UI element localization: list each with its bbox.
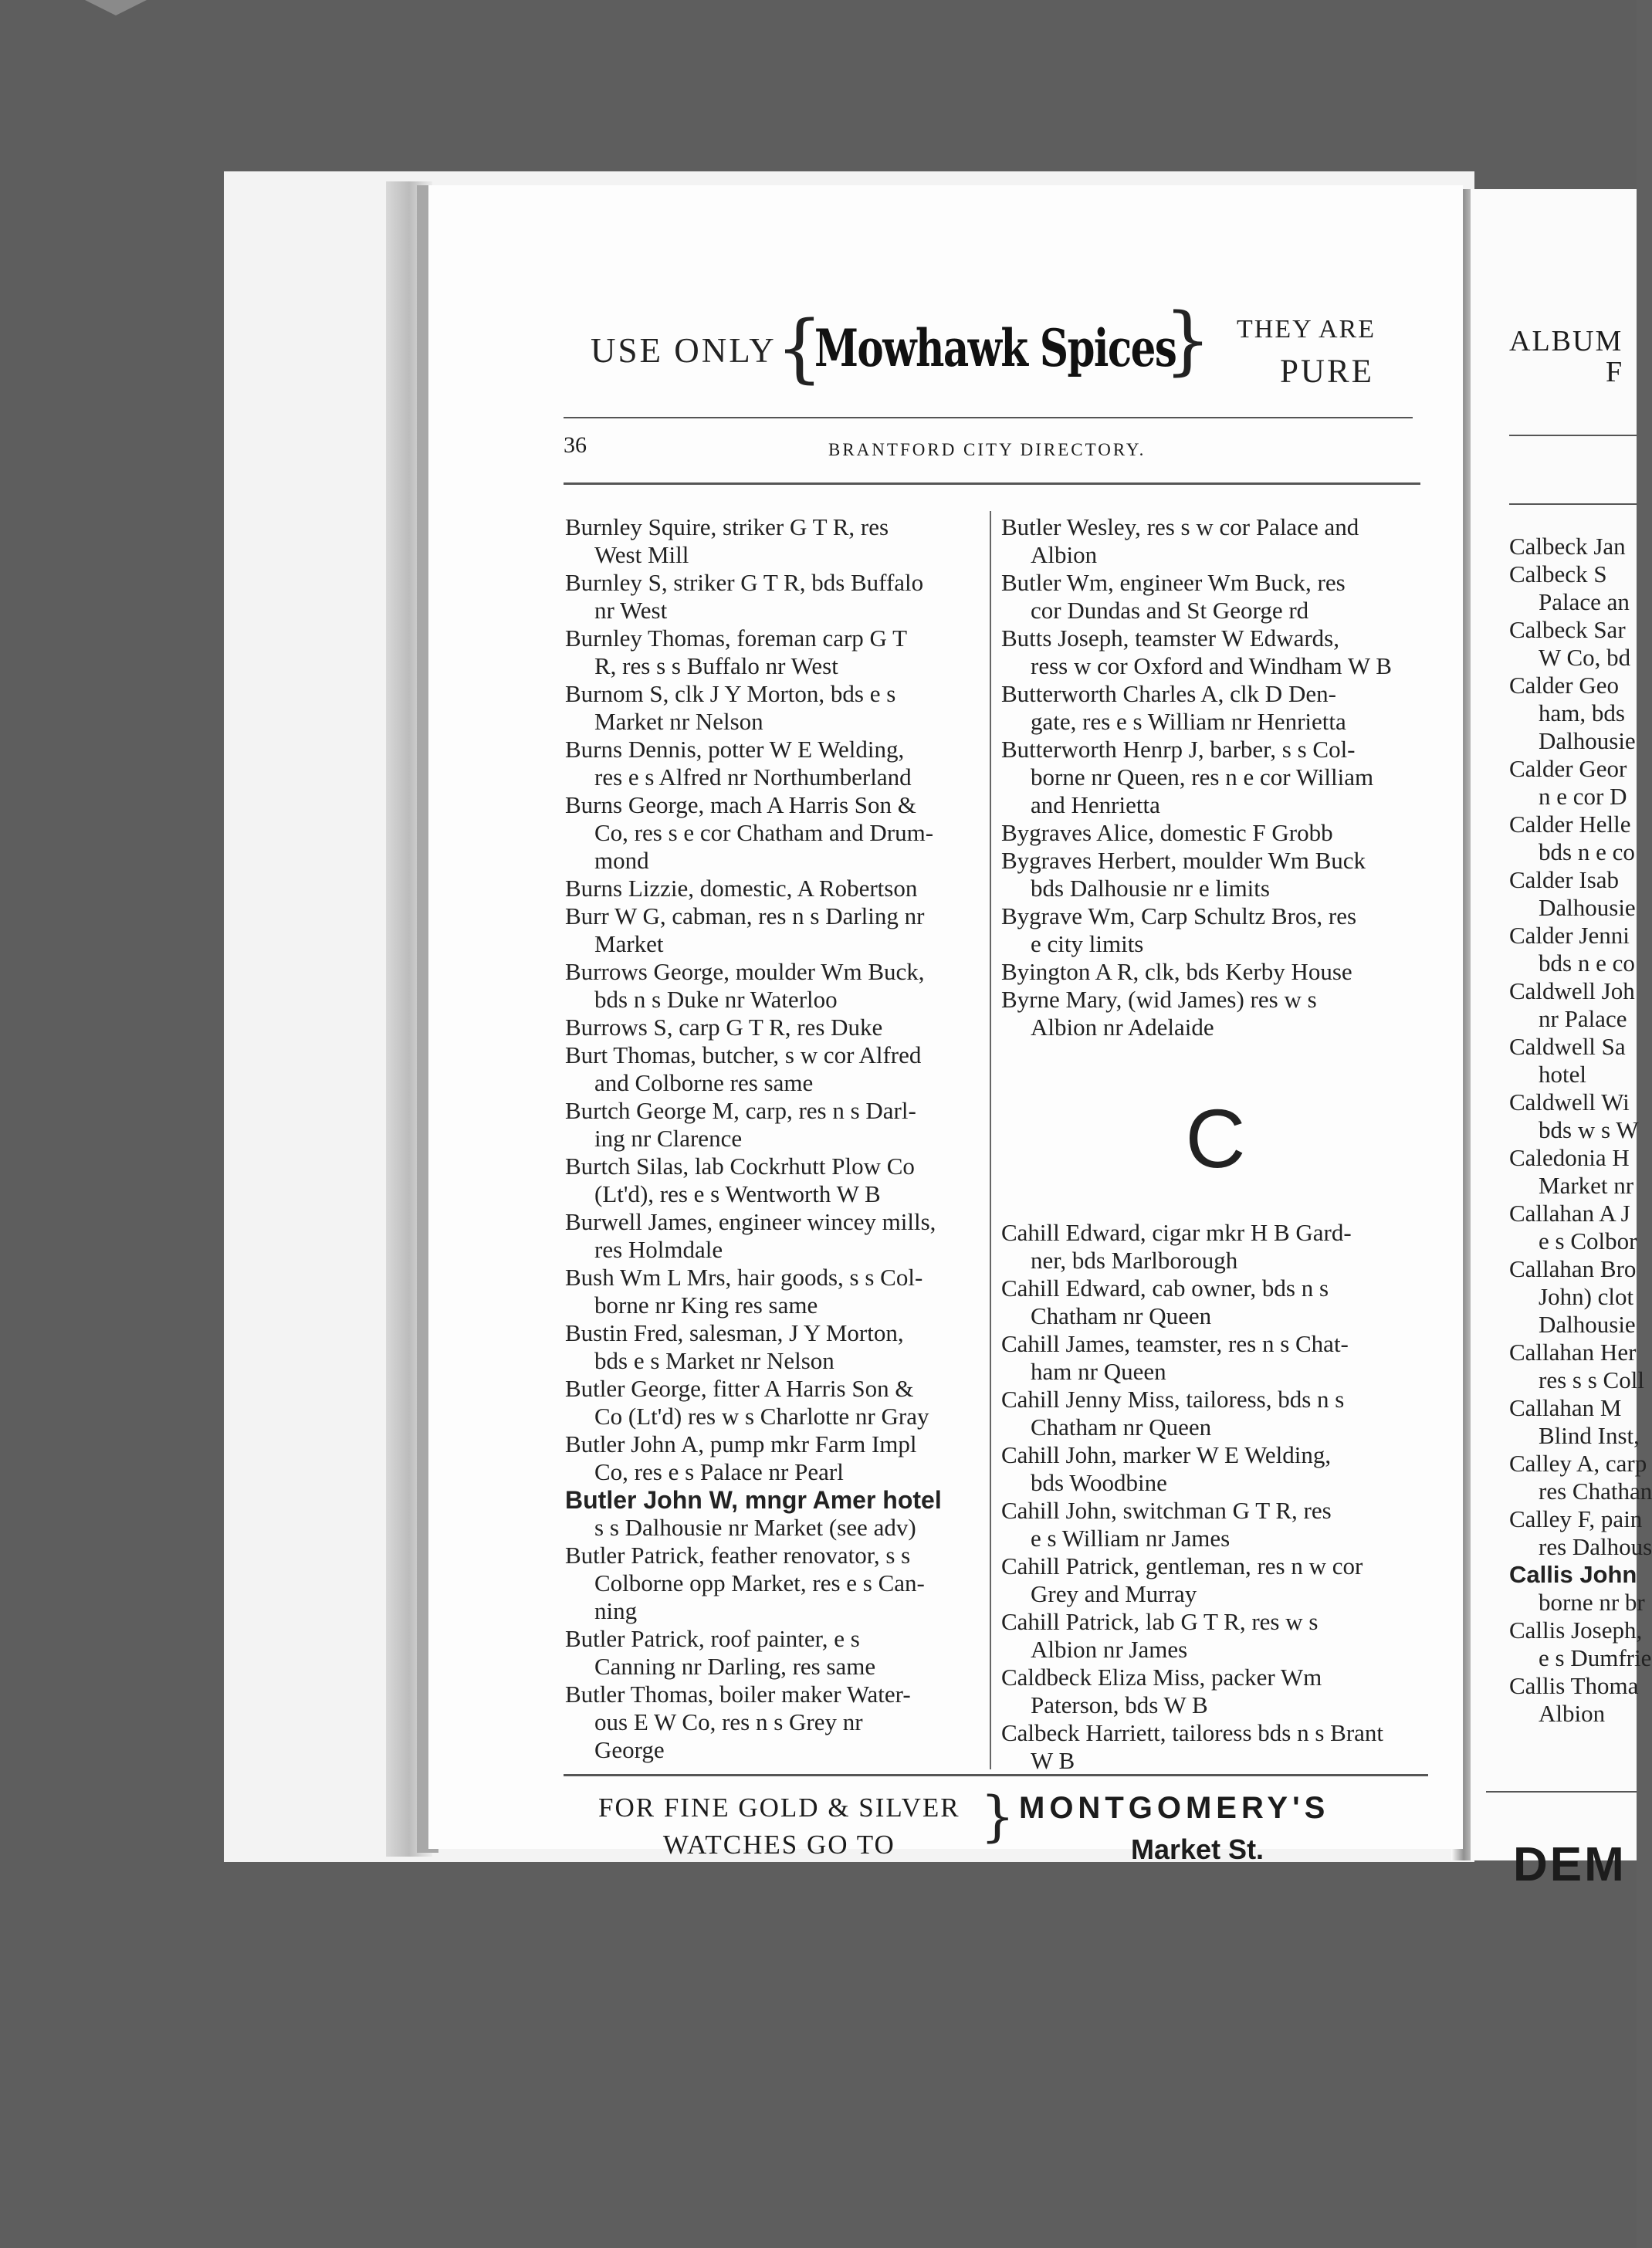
directory-entry	[1509, 811, 1652, 866]
entry-continuation-line: Co (Lt'd) res w s Charlotte nr Gray	[594, 1403, 929, 1430]
directory-entry	[1001, 1330, 1430, 1386]
entry-name-line: Burr W G, cabman, res n s Darling nr	[565, 902, 925, 929]
entry-name-line: Callahan Her	[1509, 1339, 1637, 1366]
entry-name-line: Burns Lizzie, domestic, A Robertson	[565, 875, 918, 902]
directory-title: BRANTFORD CITY DIRECTORY.	[828, 440, 1146, 459]
entry-name-line: Callahan Bro	[1509, 1255, 1637, 1282]
entry-continuation-line: res s s Coll	[1539, 1366, 1644, 1393]
entry-continuation-line: bds n s Duke nr Waterloo	[594, 986, 838, 1013]
entry-continuation-line: Albion	[1031, 541, 1098, 568]
entry-continuation-line: and Henrietta	[1031, 791, 1160, 818]
entry-continuation-line: and Colborne res same	[594, 1069, 814, 1096]
entry-name-line: Butler Wesley, res s w cor Palace and	[1001, 513, 1359, 540]
section-letter: C	[1185, 1092, 1246, 1185]
entry-name-line: Calbeck Sar	[1509, 616, 1626, 643]
directory-entry	[1509, 1339, 1652, 1394]
entry-name-line: Calder Geo	[1509, 672, 1620, 699]
entry-name-line: Calder Isab	[1509, 866, 1620, 893]
entry-continuation-line: Colborne opp Market, res e s Can-	[594, 1569, 925, 1596]
entry-continuation-line: e s William nr James	[1031, 1525, 1231, 1552]
entry-name-line: Bush Wm L Mrs, hair goods, s s Col-	[565, 1264, 923, 1291]
entry-name-line: Burrows S, carp G T R, res Duke	[565, 1014, 883, 1041]
entry-name-line: Cahill Edward, cigar mkr H B Gard-	[1001, 1219, 1352, 1246]
entry-continuation-line: W Co, bd	[1539, 644, 1631, 671]
entry-continuation-line: ner, bds Marlborough	[1031, 1247, 1238, 1274]
footer-ad-text	[598, 1789, 960, 1864]
entry-name-line: Burns George, mach A Harris Son &	[565, 791, 916, 818]
directory-entry	[1001, 625, 1430, 680]
directory-entry	[1001, 1386, 1430, 1441]
entry-continuation-line: s s Dalhousie nr Market (see adv)	[594, 1514, 916, 1541]
entry-name-line: Cahill Jenny Miss, tailoress, bds n s	[1001, 1386, 1345, 1413]
header-left-brace-icon: {	[776, 305, 824, 391]
directory-entry	[565, 875, 986, 902]
entry-continuation-line: Albion	[1539, 1700, 1606, 1727]
directory-entry	[1001, 819, 1430, 847]
header-pure: PURE	[1280, 354, 1374, 390]
footer-ad-line1: FOR FINE GOLD & SILVER	[598, 1793, 960, 1823]
entry-continuation-line: hotel	[1539, 1061, 1586, 1088]
directory-entry	[565, 1319, 986, 1375]
entry-name-line: Calbeck Jan	[1509, 533, 1626, 560]
entry-continuation-line: res Dalhous	[1539, 1533, 1652, 1560]
directory-entry	[1509, 977, 1652, 1033]
directory-entry	[1509, 1672, 1652, 1728]
directory-entry	[1001, 1497, 1430, 1552]
entry-continuation-line: Dalhousie	[1539, 727, 1636, 754]
directory-entry	[565, 1625, 986, 1681]
footer-brace-icon: }	[980, 1785, 1015, 1848]
entry-continuation-line: Co, res e s Palace nr Pearl	[594, 1458, 844, 1485]
entry-continuation-line: cor Dundas and St George rd	[1031, 597, 1309, 624]
entry-continuation-line: Paterson, bds W B	[1031, 1691, 1208, 1718]
directory-entry	[1001, 736, 1430, 819]
column-divider	[990, 511, 991, 1769]
entry-continuation-line: Chatham nr Queen	[1031, 1302, 1212, 1329]
right-page-header-1: ALBUM	[1509, 325, 1623, 357]
entry-name-line: Callis Thoma	[1509, 1672, 1639, 1699]
entry-name-line: Byrne Mary, (wid James) res w s	[1001, 986, 1317, 1013]
entry-continuation-line: e city limits	[1031, 930, 1144, 957]
entry-continuation-line: ning	[594, 1597, 638, 1624]
footer-ad-line2: WATCHES GO TO	[662, 1830, 895, 1860]
entry-name-line: Callahan M	[1509, 1394, 1622, 1421]
directory-entry	[1001, 680, 1430, 736]
header-use-only: USE ONLY	[591, 331, 777, 370]
entry-name-line: Caldwell Sa	[1509, 1033, 1626, 1060]
directory-entry	[1001, 1441, 1430, 1497]
directory-entry	[565, 1097, 986, 1153]
entry-name-line: Burwell James, engineer wincey mills,	[565, 1208, 936, 1235]
entry-continuation-line: Grey and Murray	[1031, 1580, 1197, 1607]
directory-entry	[565, 1486, 986, 1542]
entry-name-line: Calbeck S	[1509, 560, 1607, 587]
entry-name-line: Caldwell Joh	[1509, 977, 1635, 1004]
directory-entry	[1509, 560, 1652, 616]
entry-name-line: Calbeck Harriett, tailoress bds n s Brant	[1001, 1719, 1384, 1746]
right-page-footer-rule	[1486, 1791, 1637, 1793]
entry-name-line: Cahill Patrick, lab G T R, res w s	[1001, 1608, 1319, 1635]
entry-continuation-line: res Holmdale	[594, 1236, 723, 1263]
entry-continuation-line: ham nr Queen	[1031, 1358, 1166, 1385]
entry-name-line: Burnom S, clk J Y Morton, bds e s	[565, 680, 896, 707]
entry-continuation-line: e s Dumfrie	[1539, 1644, 1652, 1671]
directory-entry	[1001, 1552, 1430, 1608]
entry-continuation-line: John) clot	[1539, 1283, 1634, 1310]
entry-continuation-line: Dalhousie	[1539, 894, 1636, 921]
entry-name-line: Calley F, pain	[1509, 1505, 1643, 1532]
entry-continuation-line: res Chathan	[1539, 1478, 1652, 1505]
directory-entry	[1509, 672, 1652, 755]
entry-continuation-line: borne nr Queen, res n e cor William	[1031, 763, 1374, 791]
entry-continuation-line: mond	[594, 847, 649, 874]
entry-continuation-line: Canning nr Darling, res same	[594, 1653, 876, 1680]
directory-column-right	[1001, 513, 1430, 1775]
entry-continuation-line: bds n e co	[1539, 838, 1635, 865]
entry-name-line: Butler George, fitter A Harris Son &	[565, 1375, 914, 1402]
directory-entry	[1001, 1608, 1430, 1664]
entry-continuation-line: Blind Inst,	[1539, 1422, 1640, 1449]
entry-name-line: Calder Geor	[1509, 755, 1627, 782]
entry-name-line: Butler Patrick, roof painter, e s	[565, 1625, 860, 1652]
entry-name-line: Burns Dennis, potter W E Welding,	[565, 736, 905, 763]
entry-continuation-line: West Mill	[594, 541, 689, 568]
right-page-footer: DEM	[1513, 1838, 1627, 1891]
directory-entry	[565, 1041, 986, 1097]
entry-name-line: Butts Joseph, teamster W Edwards,	[1001, 625, 1339, 652]
directory-entry	[1509, 1450, 1652, 1505]
directory-entry	[565, 1681, 986, 1764]
entry-name-line: Bustin Fred, salesman, J Y Morton,	[565, 1319, 904, 1346]
entry-continuation-line: gate, res e s William nr Henrietta	[1031, 708, 1346, 735]
directory-entry	[1001, 986, 1430, 1041]
directory-entry	[1509, 1088, 1652, 1144]
entry-name-line: Cahill John, marker W E Welding,	[1001, 1441, 1332, 1468]
entry-name-line: Callis John	[1509, 1561, 1637, 1588]
entry-continuation-line: ress w cor Oxford and Windham W B	[1031, 652, 1392, 679]
header-rule	[564, 417, 1413, 418]
entry-continuation-line: ing nr Clarence	[594, 1125, 743, 1152]
entry-name-line: Cahill James, teamster, res n s Chat-	[1001, 1330, 1349, 1357]
entry-continuation-line: bds n e co	[1539, 950, 1635, 977]
entry-continuation-line: ham, bds	[1539, 699, 1625, 726]
header-brand: Mowhawk Spices	[814, 318, 1176, 378]
entry-continuation-line: (Lt'd), res e s Wentworth W B	[594, 1180, 881, 1207]
entry-continuation-line: Co, res s e cor Chatham and Drum-	[594, 819, 934, 846]
directory-entry	[1001, 902, 1430, 958]
right-page-rule-2	[1509, 503, 1637, 505]
directory-entry	[565, 1208, 986, 1264]
page-number: 36	[564, 432, 587, 458]
directory-entry	[1509, 533, 1652, 560]
entry-name-line: Cahill John, switchman G T R, res	[1001, 1497, 1332, 1524]
directory-entry	[565, 736, 986, 791]
entry-continuation-line: Palace an	[1539, 588, 1630, 615]
entry-name-line: Callis Joseph,	[1509, 1617, 1643, 1644]
directory-entry	[1509, 1200, 1652, 1255]
entry-name-line: Butterworth Henrp J, barber, s s Col-	[1001, 736, 1356, 763]
entry-name-line: Calder Helle	[1509, 811, 1631, 838]
footer-brand: MONTGOMERY'S	[1019, 1791, 1330, 1825]
directory-entry	[565, 513, 986, 569]
entry-continuation-line: nr West	[594, 597, 668, 624]
entry-continuation-line: bds Dalhousie nr e limits	[1031, 875, 1270, 902]
entry-continuation-line: Chatham nr Queen	[1031, 1413, 1212, 1441]
directory-entry	[1509, 1561, 1652, 1617]
directory-entry	[1509, 1394, 1652, 1450]
entry-continuation-line: R, res s s Buffalo nr West	[594, 652, 838, 679]
directory-entry	[565, 1542, 986, 1625]
directory-entry	[1509, 1617, 1652, 1672]
directory-entry	[565, 902, 986, 958]
directory-entry	[565, 680, 986, 736]
directory-entry	[1509, 616, 1652, 672]
right-page-rule-1	[1509, 435, 1637, 436]
entry-continuation-line: W B	[1031, 1747, 1075, 1774]
entry-name-line: Caldbeck Eliza Miss, packer Wm	[1001, 1664, 1322, 1691]
directory-entry	[1001, 1275, 1430, 1330]
entry-name-line: Butler Patrick, feather renovator, s s	[565, 1542, 911, 1569]
directory-entry	[1509, 922, 1652, 977]
directory-entry	[565, 1264, 986, 1319]
directory-entry	[1509, 1033, 1652, 1088]
entry-name-line: Butler John W, mngr Amer hotel	[565, 1486, 942, 1514]
directory-entry	[1001, 1664, 1430, 1719]
entry-name-line: Butler Thomas, boiler maker Water-	[565, 1681, 911, 1708]
entry-name-line: Cahill Patrick, gentleman, res n w cor	[1001, 1552, 1363, 1579]
entry-continuation-line: res e s Alfred nr Northumberland	[594, 763, 912, 791]
entry-continuation-line: nr Palace	[1539, 1005, 1627, 1032]
entry-continuation-line: e s Colbor	[1539, 1227, 1637, 1254]
entry-name-line: Bygrave Wm, Carp Schultz Bros, res	[1001, 902, 1357, 929]
directory-entry	[1509, 1255, 1652, 1339]
directory-entry	[1509, 755, 1652, 811]
entry-name-line: Burnley Thomas, foreman carp G T	[565, 625, 908, 652]
entry-continuation-line: borne nr King res same	[594, 1292, 818, 1319]
entry-name-line: Butler John A, pump mkr Farm Impl	[565, 1430, 917, 1457]
entry-name-line: Burt Thomas, butcher, s w cor Alfred	[565, 1041, 922, 1068]
entry-continuation-line: bds Woodbine	[1031, 1469, 1167, 1496]
right-page-header-2: F	[1606, 356, 1623, 388]
header-they-are: THEY ARE	[1237, 315, 1376, 344]
directory-entry	[1001, 847, 1430, 902]
directory-entry	[1001, 1219, 1430, 1275]
entry-name-line: Callahan A J	[1509, 1200, 1630, 1227]
entry-name-line: Calder Jenni	[1509, 922, 1630, 949]
directory-entry	[565, 958, 986, 1014]
directory-entry	[565, 791, 986, 875]
footer-location: Market St.	[1131, 1833, 1264, 1865]
entry-continuation-line: Albion nr James	[1031, 1636, 1188, 1663]
entry-continuation-line: borne nr br	[1539, 1589, 1645, 1616]
directory-entry	[1509, 1505, 1652, 1561]
right-page-entries	[1509, 533, 1652, 1728]
entry-continuation-line: n e cor D	[1539, 783, 1627, 810]
directory-entry	[565, 569, 986, 625]
directory-entry	[1001, 513, 1430, 569]
entry-name-line: Bygraves Herbert, moulder Wm Buck	[1001, 847, 1366, 874]
directory-entry	[1509, 866, 1652, 922]
entry-name-line: Burtch Silas, lab Cockrhutt Plow Co	[565, 1153, 915, 1180]
entry-name-line: Caldwell Wi	[1509, 1088, 1630, 1116]
directory-entry	[565, 1430, 986, 1486]
entry-continuation-line: bds w s W	[1539, 1116, 1639, 1143]
directory-entry	[1001, 569, 1430, 625]
footer-rule	[564, 1774, 1428, 1776]
directory-entry	[1509, 1144, 1652, 1200]
header-right-brace-icon: }	[1164, 297, 1212, 384]
entry-continuation-line: Market nr Nelson	[594, 708, 763, 735]
directory-entry	[565, 1153, 986, 1208]
entry-name-line: Cahill Edward, cab owner, bds n s	[1001, 1275, 1329, 1302]
entry-continuation-line: Albion nr Adelaide	[1031, 1014, 1214, 1041]
directory-entry	[565, 1375, 986, 1430]
directory-entry	[565, 625, 986, 680]
entry-continuation-line: Market	[594, 930, 664, 957]
entry-name-line: Burrows George, moulder Wm Buck,	[565, 958, 925, 985]
entry-name-line: Burnley Squire, striker G T R, res	[565, 513, 889, 540]
directory-entry	[1001, 958, 1430, 986]
entry-continuation-line: bds e s Market nr Nelson	[594, 1347, 834, 1374]
entry-name-line: Burnley S, striker G T R, bds Buffalo	[565, 569, 924, 596]
entry-name-line: Calley A, carp	[1509, 1450, 1647, 1477]
entry-name-line: Caledonia H	[1509, 1144, 1630, 1171]
entry-name-line: Bygraves Alice, domestic F Grobb	[1001, 819, 1333, 846]
directory-entry	[565, 1014, 986, 1041]
directory-entry	[1001, 1719, 1430, 1775]
entry-name-line: Butler Wm, engineer Wm Buck, res	[1001, 569, 1346, 596]
entry-continuation-line: Market nr	[1539, 1172, 1634, 1199]
title-rule	[564, 482, 1420, 485]
directory-column-left	[565, 513, 986, 1764]
entry-name-line: Butterworth Charles A, clk D Den-	[1001, 680, 1336, 707]
entry-name-line: Burtch George M, carp, res n s Darl-	[565, 1097, 916, 1124]
entry-name-line: Byington A R, clk, bds Kerby House	[1001, 958, 1352, 985]
entry-continuation-line: ous E W Co, res n s Grey nr	[594, 1708, 863, 1735]
entry-continuation-line: Dalhousie	[1539, 1311, 1636, 1338]
entry-continuation-line: George	[594, 1736, 665, 1763]
